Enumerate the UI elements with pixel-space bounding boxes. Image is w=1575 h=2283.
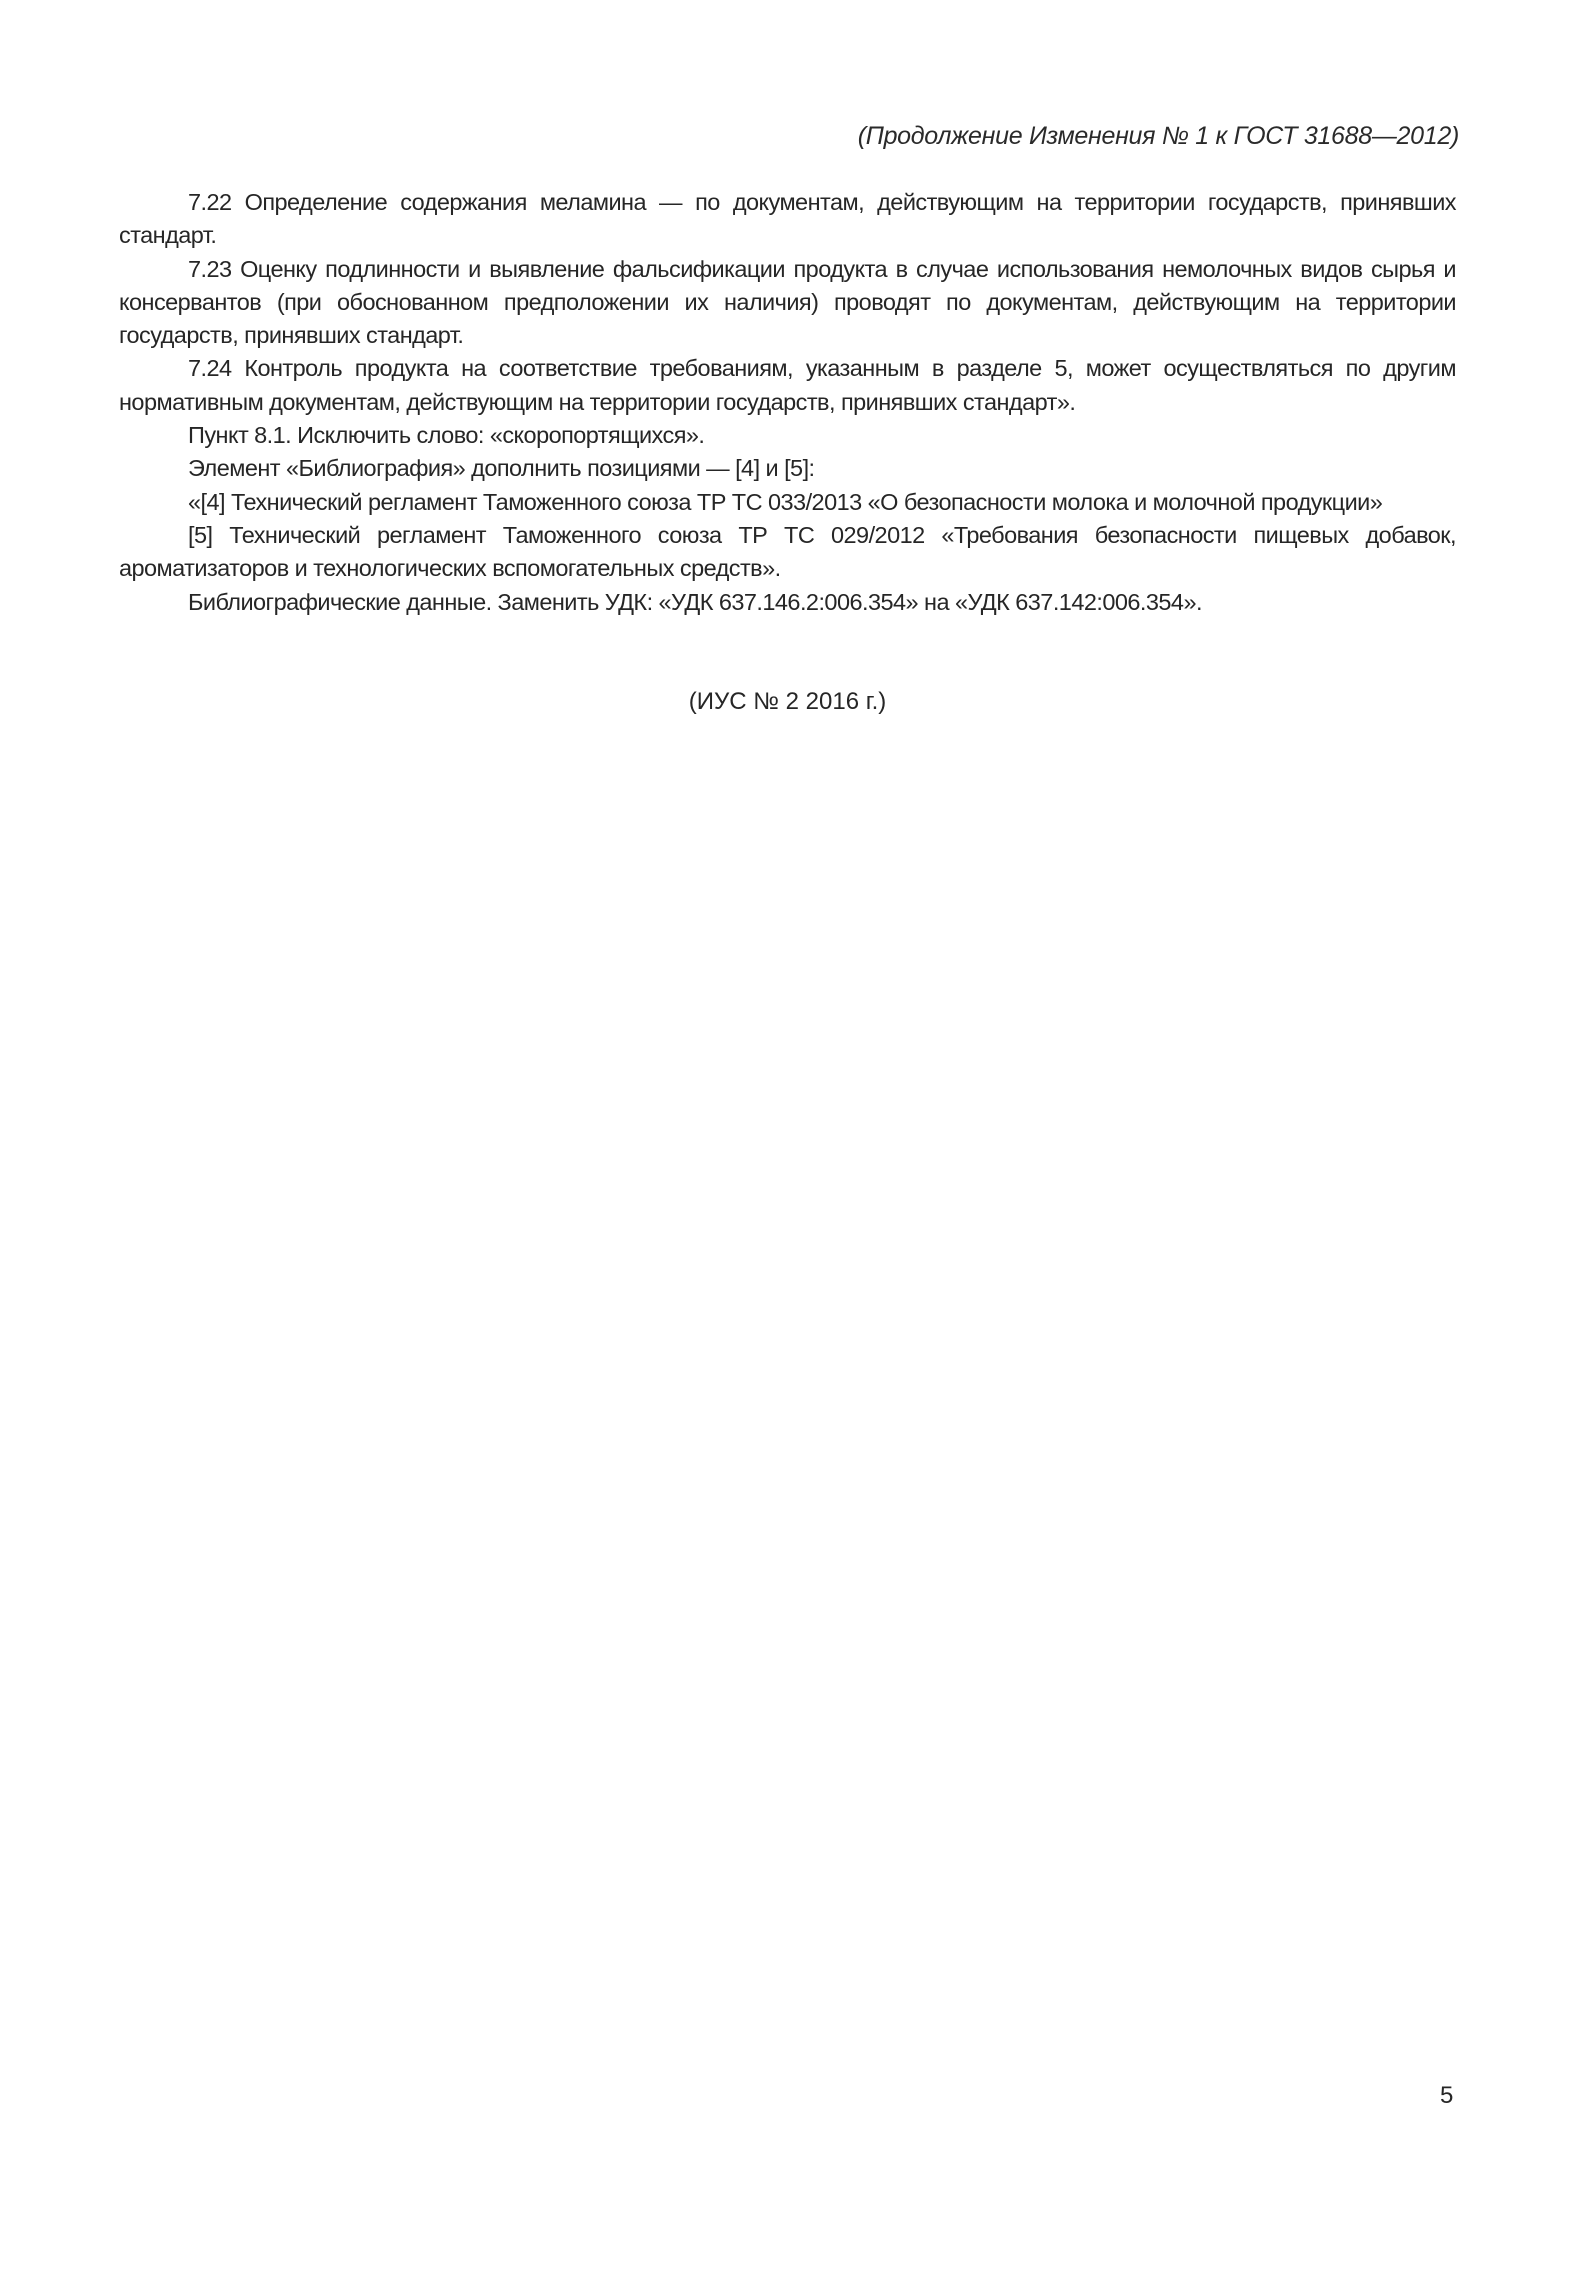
page-number: 5 bbox=[1440, 2082, 1454, 2109]
paragraph-7-24: 7.24 Контроль продукта на соответствие требованиям, указанным в разделе 5, может осуществляться по другим нормативным документам, действующим на территории государств, принявших стандарт». bbox=[119, 355, 1456, 415]
bibliography-entry-4: «[4] Технический регламент Таможенного союза ТР ТС 033/2013 «О безопасности молока и молочной продукции» bbox=[188, 488, 1383, 515]
ius-imprint: (ИУС № 2 2016 г.) bbox=[688, 688, 887, 715]
paragraph-udc-replacement: Библиографические данные. Заменить УДК: «УДК 637.146.2:006.354» на «УДК 637.142:006.354». bbox=[188, 588, 1202, 615]
paragraph-bibliography-amendment: Элемент «Библиография» дополнить позициями — [4] и [5]: bbox=[188, 455, 815, 482]
paragraph-7-23: 7.23 Оценку подлинности и выявление фальсификации продукта в случае использования немолочных видов сырья и консервантов (при обоснованном предположении их наличия) проводят по документам, действующим на территории государств, принявших стандарт. bbox=[119, 255, 1456, 349]
paragraph-8-1-amendment: Пункт 8.1. Исключить слово: «скоропортящихся». bbox=[188, 422, 705, 449]
paragraph-7-22: 7.22 Определение содержания меламина — по документам, действующим на территории государств, принявших стандарт. bbox=[119, 189, 1456, 249]
document-body bbox=[119, 186, 1456, 619]
bibliography-entry-5: [5] Технический регламент Таможенного союза ТР ТС 029/2012 «Требования безопасности пищевых добавок, ароматизаторов и технологических вспомогательных средств». bbox=[119, 521, 1456, 582]
running-header: (Продолжение Изменения № 1 к ГОСТ 31688—2012) bbox=[857, 122, 1459, 150]
